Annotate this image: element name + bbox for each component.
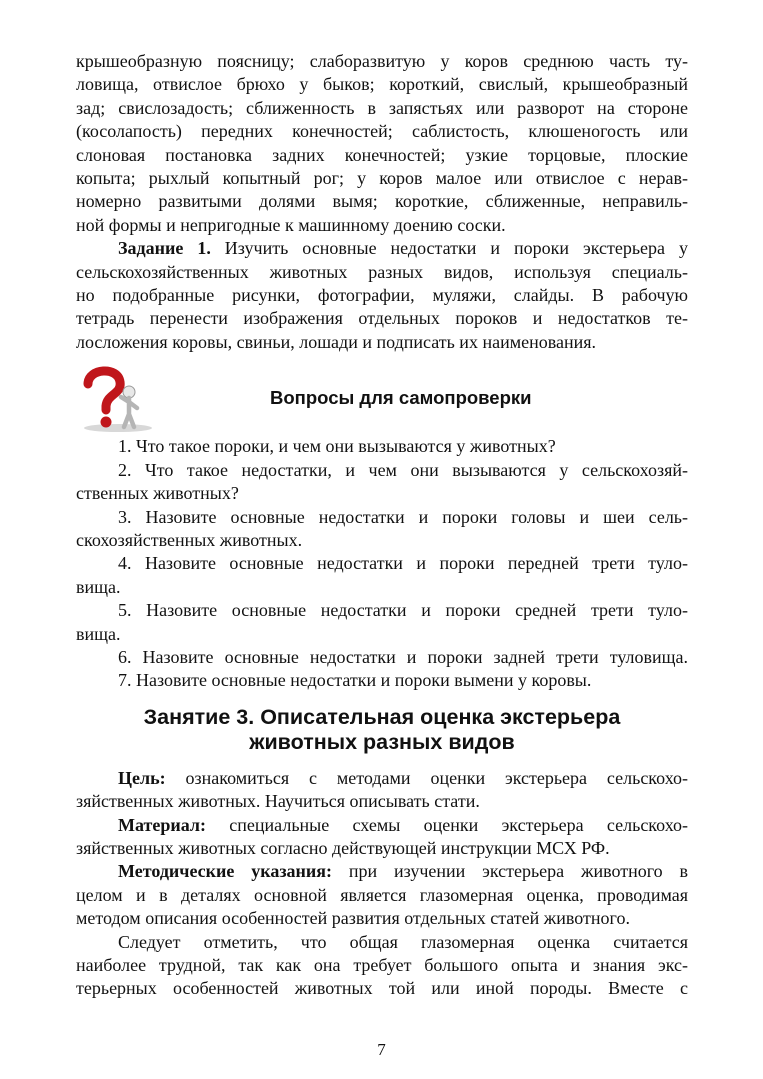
goal-paragraph: Цель: ознакомиться с методами оценки экстерьера сельскохо- зяйственных животных. Научиться описывать стати.: [76, 767, 688, 812]
text-line: тетрадь перенести изображения отдельных пороков и недостатков те-: [76, 308, 688, 329]
text-line: ловища, отвислое брюхо у быков; короткий, свислый, крышеобразный: [76, 74, 688, 95]
final-paragraph: Следует отметить, что общая глазомерная оценка считается наиболее трудной, так как она требует большого опыта и знания экс- терьерных особенностей животных той или иной породы. Вместе с: [76, 931, 688, 999]
lesson-title: Занятие 3. Описательная оценка экстерьера животных разных видов: [143, 704, 621, 754]
text-line: Задание 1. Изучить основные недостатки и пороки экстерьера у: [118, 238, 689, 259]
list-item: 5. Назовите основные недостатки и пороки средней трети туло- вища.: [76, 600, 688, 644]
text-line: лосложения коровы, свиньи, лошади и подписать их наименования.: [76, 331, 597, 352]
list-item: 6. Назовите основные недостатки и пороки задней трети туловища.: [118, 646, 688, 667]
method-label: Методические указания:: [118, 861, 333, 882]
material-label: Материал:: [118, 814, 206, 835]
self-check-header: [76, 362, 688, 434]
question-list: [76, 435, 688, 692]
method-paragraph: Методические указания: при изучении экстерьера животного в целом и в деталях основной является глазомерная оценка, проводимая методом описания особенностей развития отдельных статей животного.: [76, 861, 688, 929]
page-number: 7: [377, 1040, 386, 1059]
intro-paragraph: [76, 50, 688, 237]
goal-label: Цель:: [118, 767, 166, 788]
text-line: сельскохозяйственных животных разных видов, используя специаль-: [76, 261, 688, 282]
text-line: зад; свислозадость; сближенность в запястьях или разворот на стороне: [76, 97, 688, 118]
list-item: 1. Что такое пороки, и чем они вызываются у животных?: [118, 436, 556, 457]
text-line: копыта; рыхлый копытный рог; у коров малое или отвислое с нерав-: [76, 168, 688, 189]
text-line: номерно развитыми долями вымя; короткие, сближенные, неправиль-: [76, 191, 688, 212]
self-check-title: Вопросы для самопроверки: [270, 387, 532, 409]
material-paragraph: Материал: специальные схемы оценки экстерьера сельскохо- зяйственных животных согласно действующей инструкции МСХ РФ.: [76, 814, 688, 858]
list-item: 3. Назовите основные недостатки и пороки головы и шеи сель- скохозяйственных животных.: [76, 506, 688, 550]
text-line: (косолапость) передних конечностей; саблистость, клюшеногость или: [76, 121, 688, 142]
list-item: 4. Назовите основные недостатки и пороки передней трети туло- вища.: [76, 553, 688, 597]
task-label: Задание 1.: [118, 238, 211, 259]
text-line: ной формы и непригодные к машинному доению соски.: [76, 214, 506, 235]
question-figure-icon: [74, 362, 154, 434]
task-paragraph: [76, 237, 688, 354]
text-line: слоновая постановка задних конечностей; узкие торцовые, плоские: [76, 144, 688, 165]
list-item: 7. Назовите основные недостатки и пороки вымени у коровы.: [118, 670, 592, 691]
text-line: но подобранные рисунки, фотографии, муляжи, слайды. В рабочую: [76, 285, 688, 306]
text-line: крышеобразную поясницу; слаборазвитую у коров среднюю часть ту-: [76, 51, 688, 71]
page-content: [76, 50, 688, 1001]
list-item: 2. Что такое недостатки, и чем они вызываются у сельскохозяй- ственных животных?: [76, 459, 688, 504]
